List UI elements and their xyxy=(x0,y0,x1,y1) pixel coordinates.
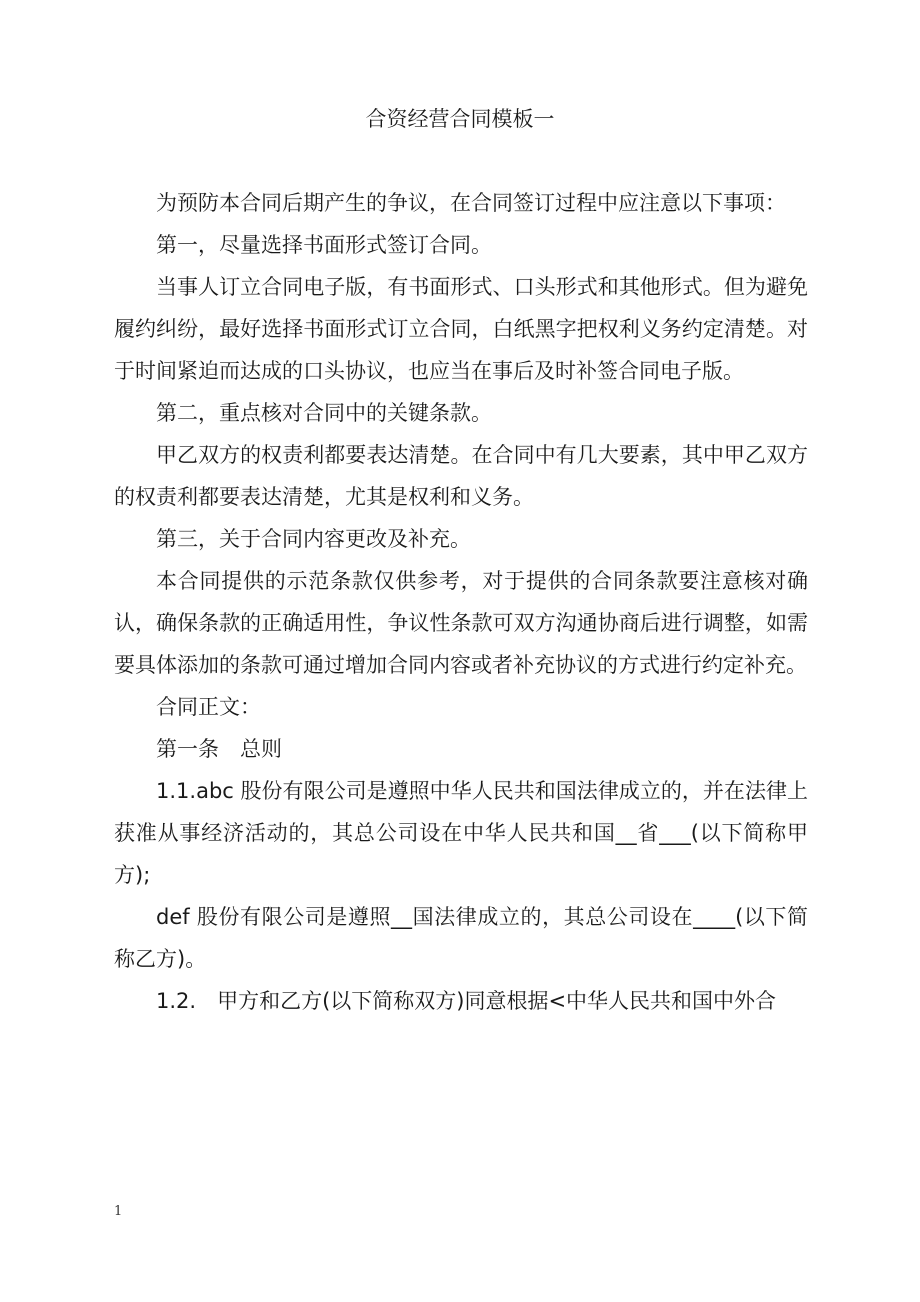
document-body xyxy=(114,182,808,1022)
intro-paragraph: 为预防本合同后期产生的争议，在合同签订过程中应注意以下事项： xyxy=(156,191,786,215)
point-two-paragraph: 甲乙双方的权责利都要表达清楚。在合同中有几大要素，其中甲乙双方的权责利都要表达清楚，尤其是权利和义务。 xyxy=(114,443,808,509)
document-title: 合资经营合同模板一 xyxy=(365,107,555,131)
point-one-paragraph: 当事人订立合同电子版，有书面形式、口头形式和其他形式。但为避免履约纠纷，最好选择书面形式订立合同，白纸黑字把权利义务约定清楚。对于时间紧迫而达成的口头协议，也应当在事后及时补签合同电子版。 xyxy=(114,275,808,383)
point-three-paragraph: 本合同提供的示范条款仅供参考，对于提供的合同条款要注意核对确认，确保条款的正确适用性，争议性条款可双方沟通协商后进行调整，如需要具体添加的条款可通过增加合同内容或者补充协议的方式进行约定补充。 xyxy=(114,569,808,677)
party-b-paragraph: def 股份有限公司是遵照__国法律成立的，其总公司设在____(以下简称乙方)。 xyxy=(114,905,808,971)
clause-1-1-paragraph: 1.1.abc 股份有限公司是遵照中华人民共和国法律成立的，并在法律上获准从事经济活动的，其总公司设在中华人民共和国__省___(以下简称甲方); xyxy=(114,779,808,887)
clause-1-2-paragraph: 1.2. 甲方和乙方(以下简称双方)同意根据<中华人民共和国中外合 xyxy=(156,989,777,1013)
point-three-heading: 第三，关于合同内容更改及补充。 xyxy=(156,527,471,551)
contract-body-heading: 合同正文： xyxy=(156,695,261,719)
point-two-heading: 第二，重点核对合同中的关键条款。 xyxy=(156,401,492,425)
point-one-heading: 第一，尽量选择书面形式签订合同。 xyxy=(156,233,492,257)
article-one-heading: 第一条 总则 xyxy=(156,737,282,761)
page-number: 1 xyxy=(114,1204,123,1219)
